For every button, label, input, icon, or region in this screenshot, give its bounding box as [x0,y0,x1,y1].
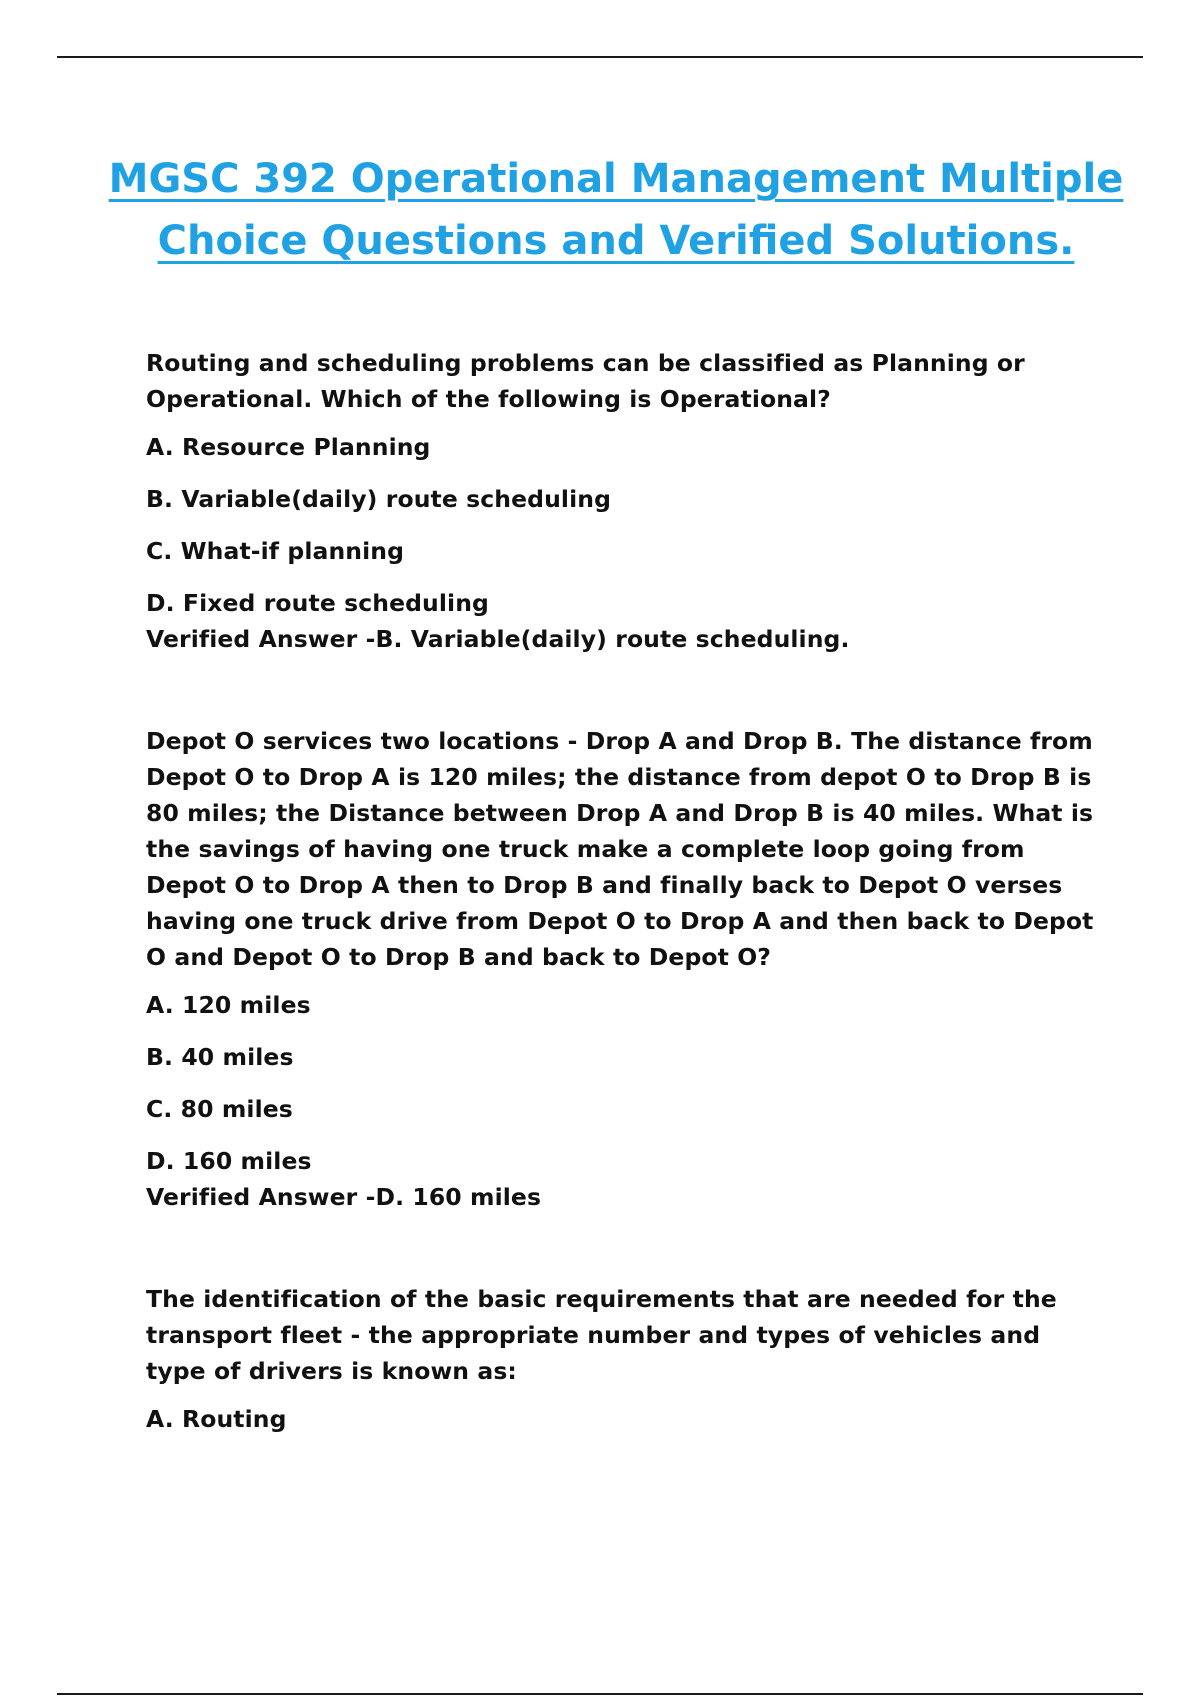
footer-rule [57,1693,1143,1695]
question-text: The identification of the basic requirements that are needed for the transport fleet - the appropriate number and types of vehicles and type of drivers is known as: [146,1285,1057,1385]
document-title: MGSC 392 Operational Management Multiple Choice Questions and Verified Solutions. [108,156,1124,264]
verified-answer: Verified Answer -D. 160 miles [146,1183,542,1211]
option-a: A. 120 miles [146,991,311,1019]
question-block-3 [146,1281,1106,1437]
option-a: A. Routing [146,1405,287,1433]
question-text: Routing and scheduling problems can be classified as Planning or Operational. Which of the following is Operational? [146,349,1025,413]
option-b: B. 40 miles [146,1043,294,1071]
question-list [146,345,1106,1503]
option-c: C. 80 miles [146,1095,293,1123]
verified-answer: Verified Answer -B. Variable(daily) route scheduling. [146,625,850,653]
option-c: C. What-if planning [146,537,405,565]
question-block-1 [146,345,1106,657]
option-a: A. Resource Planning [146,433,431,461]
option-d: D. 160 miles [146,1147,312,1175]
question-block-2 [146,723,1106,1215]
option-b: B. Variable(daily) route scheduling [146,485,611,513]
header-rule [57,56,1143,58]
option-d: D. Fixed route scheduling [146,589,489,617]
question-text: Depot O services two locations - Drop A and Drop B. The distance from Depot O to Drop A is 120 miles; the distance from depot O to Drop B is 80 miles; the Distance between Drop A and Drop B is 40 miles. What is the savings of having one truck make a complete loop going from Depot O to Drop A then to Drop B and finally back to Depot O verses having one truck drive from Depot O to Drop A and then back to Depot O and Depot O to Drop B and back to Depot O? [146,727,1094,971]
